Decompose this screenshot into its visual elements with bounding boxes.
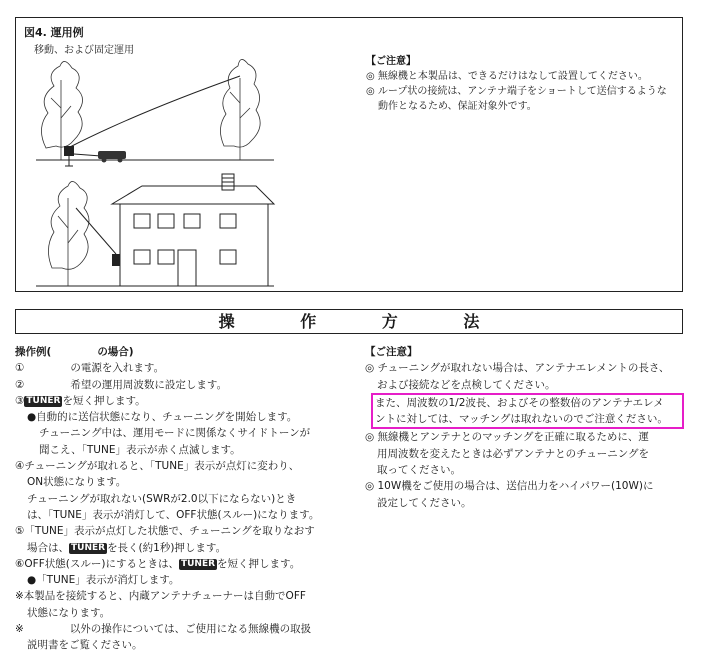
caution-item: ◎ 無線機とアンテナとのマッチングを正確に取るために、運	[365, 431, 649, 444]
figure-box	[15, 17, 683, 292]
figure-caution	[366, 54, 676, 114]
tree-house	[48, 181, 89, 286]
step-3-detail: 聞こえ、「TUNE」表示が赤く点滅します。	[39, 443, 241, 456]
antenna-wire	[68, 76, 240, 148]
step-4-line: チューニングが取れない(SWRが2.0以下にならない)とき	[27, 492, 297, 505]
note-1: ※本製品を接続すると、内蔵アンテナチューナーは自動でOFF	[15, 590, 306, 603]
step-5: ⑤「TUNE」表示が点灯した状態で、チューニングを取りなおす	[15, 525, 315, 538]
tuner-button-label: TUNER	[71, 542, 106, 553]
highlighted-caution	[371, 393, 684, 430]
highlight-line: また、周波数の1/2波長、およびその整数倍のアンテナエレメ	[375, 396, 664, 409]
step-6-line: ●「TUNE」表示が消灯します。	[27, 574, 180, 587]
step-4: ④チューニングが取れると、「TUNE」表示が点灯に変わり、	[15, 460, 300, 473]
note-2-line: 説明書をご覧ください。	[27, 639, 143, 652]
caution-item: および接続などを点検してください。	[377, 378, 556, 391]
caution-item: 動作となるため、保証対象外です。	[378, 101, 537, 112]
step-5-line: 場合は、 TUNER を長く(約1秒)押します。	[27, 541, 227, 554]
step-3: ③ TUNER を短く押します。	[15, 394, 146, 407]
step-3-detail: チューニング中は、運用モードに関係なくサイドトーンが	[39, 427, 311, 440]
caution-item: 用周波数を変えたときは必ずアンテナとのチューニングを	[377, 447, 650, 460]
highlight-line: ントに対しては、マッチングは取れないのでご注意ください。	[375, 413, 668, 426]
caution-heading: 【ご注意】	[365, 346, 418, 358]
figure-title: 図4. 運用例	[24, 26, 84, 39]
tuner-button-label: TUNER	[180, 558, 216, 569]
caution-item: 設定してください。	[377, 496, 472, 509]
note-2: ※ 以外の操作については、ご使用になる無線機の取扱	[15, 623, 312, 636]
step-6: ⑥OFF状態(スルー)にするときは、 TUNER を短く押します。	[15, 557, 301, 570]
operation-caution	[365, 344, 690, 511]
section-title: 操 作 方 法	[15, 309, 683, 334]
step-4-line: ON状態になります。	[27, 476, 127, 489]
step-1: ① の電源を入れます。	[15, 362, 165, 375]
caution-item: ◎ チューニングが取れない場合は、アンテナエレメントの長さ、	[365, 362, 670, 375]
operation-heading	[15, 344, 345, 360]
house	[112, 174, 274, 286]
step-3-detail: ●自動的に送信状態になり、チューニングを開始します。	[27, 411, 298, 424]
tree-left-top	[41, 61, 82, 160]
figure-subtitle: 移動、および固定運用	[34, 45, 134, 56]
caution-heading: 【ご注意】	[366, 56, 416, 67]
car	[98, 151, 126, 163]
tuner-box	[64, 146, 74, 156]
heading-left: 操作例(	[15, 346, 52, 358]
caution-item: 取ってください。	[377, 464, 461, 477]
step-4-line: は、「TUNE」表示が消灯して、OFF状態(スルー)になります。	[27, 508, 320, 521]
heading-right: の場合)	[97, 346, 134, 358]
caution-item: ◎ 無線機と本製品は、できるだけはなして設置してください。	[366, 71, 648, 82]
caution-item: ◎ 10W機をご使用の場合は、送信出力をハイパワー(10W)に	[365, 480, 654, 493]
operation-steps	[15, 344, 345, 654]
tree-right-top	[220, 59, 260, 160]
step-2: ② 希望の運用周波数に設定します。	[15, 378, 228, 391]
note-1-line: 状態になります。	[27, 606, 111, 619]
caution-item: ◎ ループ状の接続は、アンテナ端子をショートして送信するような	[366, 86, 667, 97]
tuner-button-label: TUNER	[26, 395, 61, 406]
